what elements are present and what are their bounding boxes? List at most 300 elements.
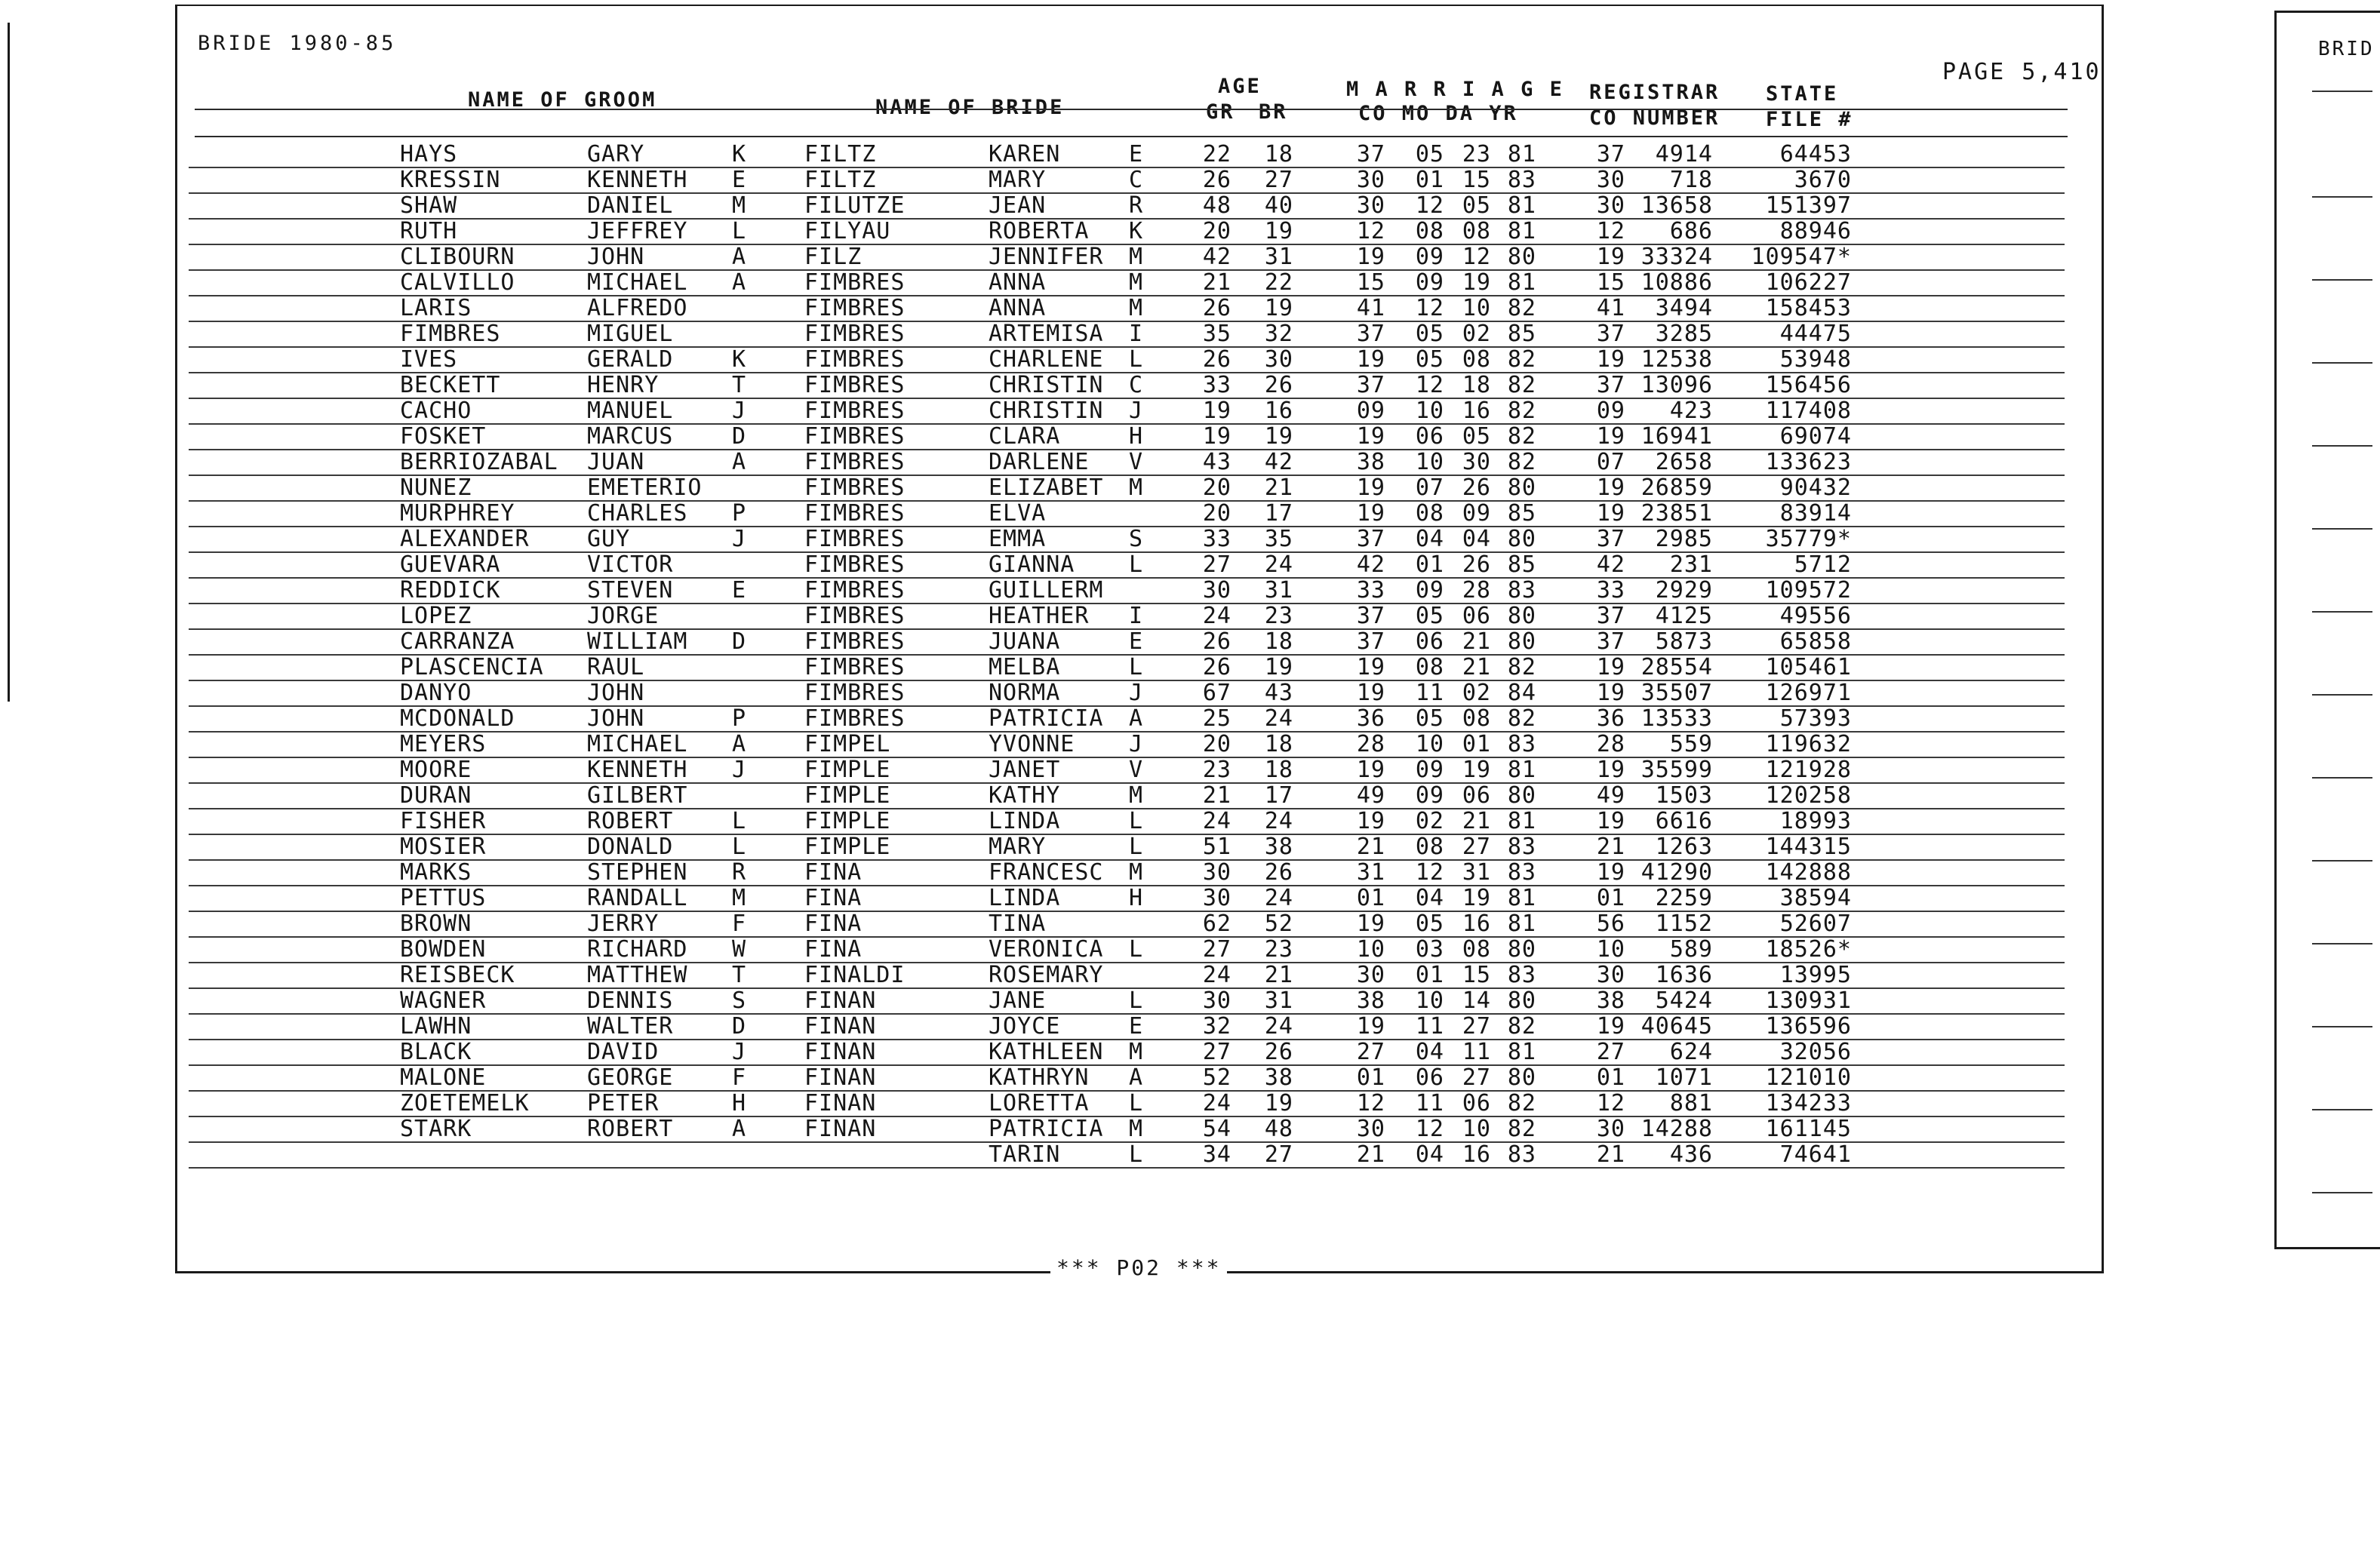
bride-first-name: EMMA [989, 526, 1047, 552]
marriage-month: 08 [1415, 654, 1444, 680]
registrar-county: 19 [1596, 346, 1625, 373]
next-page-rule [2312, 694, 2372, 696]
groom-middle-initial: D [732, 628, 747, 655]
registrar-county: 19 [1596, 244, 1625, 270]
registrar-number: 624 [1669, 1039, 1713, 1065]
bride-first-name: ANNA [989, 295, 1047, 321]
bride-age: 17 [1264, 782, 1293, 809]
registrar-county: 30 [1596, 167, 1625, 193]
state-file-number: 134233 [1765, 1090, 1852, 1116]
groom-first-name: RANDALL [587, 885, 688, 911]
state-file-number: 57393 [1779, 705, 1852, 732]
bride-middle-initial: E [1129, 1013, 1144, 1040]
next-page-rule [2312, 1026, 2372, 1027]
marriage-month: 06 [1415, 1064, 1444, 1091]
marriage-day: 30 [1462, 449, 1491, 475]
bride-first-name: GIANNA [989, 551, 1075, 578]
marriage-month: 02 [1415, 808, 1444, 834]
groom-last-name: BERRIOZABAL [400, 449, 558, 475]
bride-first-name: NORMA [989, 680, 1061, 706]
groom-age: 27 [1202, 551, 1232, 578]
groom-last-name: BOWDEN [400, 936, 487, 963]
marriage-county: 30 [1356, 167, 1385, 193]
bride-first-name: CLARA [989, 423, 1061, 450]
bride-last-name: FIMBRES [804, 269, 906, 296]
bride-last-name: FIMBRES [804, 577, 906, 604]
bride-middle-initial: L [1129, 1090, 1144, 1116]
marriage-county: 19 [1356, 423, 1385, 450]
marriage-year: 82 [1507, 449, 1536, 475]
registrar-number: 231 [1669, 551, 1713, 578]
table-row [0, 886, 2366, 911]
marriage-year: 82 [1507, 346, 1536, 373]
marriage-month: 05 [1415, 911, 1444, 937]
marriage-year: 80 [1507, 526, 1536, 552]
groom-last-name: DURAN [400, 782, 472, 809]
groom-first-name: EMETERIO [587, 475, 703, 501]
bride-first-name: FRANCESC [989, 859, 1104, 886]
bride-first-name: JEAN [989, 192, 1047, 219]
groom-first-name: DENNIS [587, 987, 674, 1014]
state-file-number: 133623 [1765, 449, 1852, 475]
marriage-year: 80 [1507, 628, 1536, 655]
registrar-number: 1263 [1655, 834, 1713, 860]
marriage-month: 04 [1415, 885, 1444, 911]
groom-age: 33 [1202, 526, 1232, 552]
marriage-year: 81 [1507, 218, 1536, 244]
marriage-month: 01 [1415, 167, 1444, 193]
groom-last-name: KRESSIN [400, 167, 501, 193]
bride-age: 19 [1264, 1090, 1293, 1116]
groom-middle-initial: A [732, 269, 747, 296]
marriage-year: 83 [1507, 962, 1536, 988]
bride-first-name: ROSEMARY [989, 962, 1104, 988]
registrar-county: 30 [1596, 962, 1625, 988]
marriage-year: 80 [1507, 475, 1536, 501]
bride-first-name: PATRICIA [989, 705, 1104, 732]
marriage-county: 19 [1356, 808, 1385, 834]
state-file-number: 151397 [1765, 192, 1852, 219]
groom-age: 27 [1202, 936, 1232, 963]
bride-last-name: FIMBRES [804, 680, 906, 706]
marriage-year: 82 [1507, 423, 1536, 450]
marriage-month: 11 [1415, 1090, 1444, 1116]
marriage-county: 38 [1356, 987, 1385, 1014]
marriage-day: 19 [1462, 269, 1491, 296]
marriage-county: 42 [1356, 551, 1385, 578]
marriage-county: 19 [1356, 680, 1385, 706]
marriage-month: 06 [1415, 423, 1444, 450]
marriage-month: 12 [1415, 192, 1444, 219]
groom-last-name: MALONE [400, 1064, 487, 1091]
registrar-county: 37 [1596, 372, 1625, 398]
registrar-number: 23851 [1640, 500, 1713, 527]
marriage-day: 28 [1462, 577, 1491, 604]
table-row [0, 783, 2366, 809]
table-row [0, 450, 2366, 475]
bride-middle-initial: C [1129, 167, 1144, 193]
marriage-day: 18 [1462, 372, 1491, 398]
bride-age: 24 [1264, 1013, 1293, 1040]
marriage-day: 08 [1462, 936, 1491, 963]
groom-age: 24 [1202, 962, 1232, 988]
bride-age: 18 [1264, 628, 1293, 655]
registrar-number: 1636 [1655, 962, 1713, 988]
registrar-number: 35507 [1640, 680, 1713, 706]
bride-last-name: FINA [804, 936, 863, 963]
bride-first-name: JOYCE [989, 1013, 1061, 1040]
groom-middle-initial: P [732, 705, 747, 732]
groom-age: 26 [1202, 167, 1232, 193]
groom-middle-initial: P [732, 500, 747, 527]
state-file-number: 109572 [1765, 577, 1852, 604]
state-file-number: 5712 [1794, 551, 1852, 578]
state-file-number: 142888 [1765, 859, 1852, 886]
bride-middle-initial: L [1129, 551, 1144, 578]
marriage-day: 05 [1462, 423, 1491, 450]
bride-first-name: KATHY [989, 782, 1061, 809]
table-row [0, 1142, 2366, 1168]
groom-first-name: STEPHEN [587, 859, 688, 886]
groom-age: 24 [1202, 1090, 1232, 1116]
groom-last-name: LARIS [400, 295, 472, 321]
table-row [0, 604, 2366, 629]
groom-first-name: GERALD [587, 346, 674, 373]
registrar-number: 4125 [1655, 603, 1713, 629]
bride-age: 19 [1264, 654, 1293, 680]
header-marriage-columns: CO MO DA YR [1358, 102, 1518, 125]
table-row [0, 475, 2366, 501]
groom-last-name: REDDICK [400, 577, 501, 604]
bride-middle-initial: H [1129, 885, 1144, 911]
groom-age: 24 [1202, 603, 1232, 629]
marriage-day: 08 [1462, 705, 1491, 732]
marriage-day: 09 [1462, 500, 1491, 527]
groom-last-name: BECKETT [400, 372, 501, 398]
bride-first-name: JENNIFER [989, 244, 1104, 270]
bride-age: 35 [1264, 526, 1293, 552]
bride-age: 24 [1264, 808, 1293, 834]
marriage-day: 16 [1462, 911, 1491, 937]
header-name-of-groom: NAME OF GROOM [468, 88, 657, 112]
marriage-day: 04 [1462, 526, 1491, 552]
bride-first-name: VERONICA [989, 936, 1104, 963]
bride-middle-initial: L [1129, 654, 1144, 680]
marriage-day: 26 [1462, 551, 1491, 578]
registrar-number: 423 [1669, 398, 1713, 424]
registrar-number: 881 [1669, 1090, 1713, 1116]
header-name-of-bride: NAME OF BRIDE [875, 96, 1065, 119]
marriage-county: 37 [1356, 372, 1385, 398]
marriage-county: 19 [1356, 757, 1385, 783]
groom-last-name: REISBECK [400, 962, 515, 988]
bride-middle-initial: K [1129, 218, 1144, 244]
groom-last-name: PETTUS [400, 885, 487, 911]
groom-middle-initial: E [732, 167, 747, 193]
marriage-day: 08 [1462, 346, 1491, 373]
marriage-year: 80 [1507, 1064, 1536, 1091]
registrar-county: 42 [1596, 551, 1625, 578]
marriage-day: 16 [1462, 398, 1491, 424]
marriage-year: 81 [1507, 141, 1536, 167]
marriage-county: 30 [1356, 192, 1385, 219]
marriage-year: 83 [1507, 859, 1536, 886]
groom-middle-initial: A [732, 1116, 747, 1142]
registrar-county: 19 [1596, 1013, 1625, 1040]
groom-first-name: STEVEN [587, 577, 674, 604]
marriage-year: 80 [1507, 782, 1536, 809]
marriage-year: 81 [1507, 192, 1536, 219]
marriage-month: 09 [1415, 269, 1444, 296]
next-page-rule [2312, 445, 2372, 447]
bride-age: 42 [1264, 449, 1293, 475]
state-file-number: 38594 [1779, 885, 1852, 911]
marriage-month: 05 [1415, 705, 1444, 732]
bride-last-name: FIMBRES [804, 628, 906, 655]
table-row [0, 270, 2366, 296]
groom-first-name: WALTER [587, 1013, 674, 1040]
groom-last-name: MOSIER [400, 834, 487, 860]
bride-first-name: ANNA [989, 269, 1047, 296]
groom-first-name: DANIEL [587, 192, 674, 219]
marriage-month: 12 [1415, 859, 1444, 886]
bride-first-name: HEATHER [989, 603, 1090, 629]
bride-last-name: FILTZ [804, 167, 877, 193]
registrar-number: 2259 [1655, 885, 1713, 911]
state-file-number: 49556 [1779, 603, 1852, 629]
bride-age: 48 [1264, 1116, 1293, 1142]
bride-age: 18 [1264, 731, 1293, 757]
header-marriage: M A R R I A G E [1346, 78, 1564, 101]
marriage-year: 82 [1507, 372, 1536, 398]
groom-first-name: ALFREDO [587, 295, 688, 321]
groom-first-name: JEFFREY [587, 218, 688, 244]
marriage-county: 37 [1356, 321, 1385, 347]
marriage-day: 26 [1462, 475, 1491, 501]
groom-age: 19 [1202, 423, 1232, 450]
groom-age: 26 [1202, 654, 1232, 680]
registrar-county: 12 [1596, 218, 1625, 244]
registrar-county: 15 [1596, 269, 1625, 296]
registrar-number: 13533 [1640, 705, 1713, 732]
marriage-month: 12 [1415, 295, 1444, 321]
registrar-county: 21 [1596, 1141, 1625, 1168]
marriage-year: 83 [1507, 167, 1536, 193]
groom-first-name: KENNETH [587, 167, 688, 193]
bride-last-name: FINA [804, 911, 863, 937]
groom-age: 20 [1202, 500, 1232, 527]
bride-age: 40 [1264, 192, 1293, 219]
groom-middle-initial: M [732, 885, 747, 911]
groom-first-name: GUY [587, 526, 631, 552]
state-file-number: 106227 [1765, 269, 1852, 296]
groom-middle-initial: K [732, 141, 747, 167]
groom-middle-initial: M [732, 192, 747, 219]
bride-last-name: FIMBRES [804, 475, 906, 501]
marriage-month: 09 [1415, 244, 1444, 270]
marriage-year: 82 [1507, 398, 1536, 424]
bride-last-name: FIMBRES [804, 346, 906, 373]
next-page-rule [2312, 1192, 2372, 1193]
marriage-year: 80 [1507, 244, 1536, 270]
registrar-number: 6616 [1655, 808, 1713, 834]
bride-age: 26 [1264, 859, 1293, 886]
marriage-day: 11 [1462, 1039, 1491, 1065]
table-row [0, 424, 2366, 450]
marriage-county: 27 [1356, 1039, 1385, 1065]
marriage-day: 05 [1462, 192, 1491, 219]
groom-last-name: BROWN [400, 911, 472, 937]
bride-last-name: FIMBRES [804, 705, 906, 732]
groom-age: 32 [1202, 1013, 1232, 1040]
bride-middle-initial: A [1129, 705, 1144, 732]
groom-last-name: FIMBRES [400, 321, 501, 347]
marriage-month: 12 [1415, 372, 1444, 398]
bride-middle-initial: J [1129, 398, 1144, 424]
bride-first-name: ELVA [989, 500, 1047, 527]
marriage-county: 10 [1356, 936, 1385, 963]
groom-middle-initial: J [732, 757, 747, 783]
marriage-year: 83 [1507, 577, 1536, 604]
next-page-header: BRID [2318, 38, 2375, 60]
groom-age: 54 [1202, 1116, 1232, 1142]
registrar-county: 36 [1596, 705, 1625, 732]
table-row [0, 552, 2366, 578]
groom-last-name: LAWHN [400, 1013, 472, 1040]
bride-first-name: ARTEMISA [989, 321, 1104, 347]
registrar-county: 10 [1596, 936, 1625, 963]
bride-middle-initial: M [1129, 1116, 1144, 1142]
state-file-number: 32056 [1779, 1039, 1852, 1065]
header-age-groom: GR [1206, 100, 1235, 124]
header-registrar-columns: CO NUMBER [1589, 106, 1720, 130]
next-page-rule [2312, 528, 2372, 530]
groom-age: 21 [1202, 782, 1232, 809]
table-row [0, 578, 2366, 604]
marriage-county: 33 [1356, 577, 1385, 604]
state-file-number: 121928 [1765, 757, 1852, 783]
groom-first-name: JOHN [587, 244, 645, 270]
table-row [0, 655, 2366, 680]
marriage-county: 37 [1356, 141, 1385, 167]
bride-first-name: MARY [989, 167, 1047, 193]
table-row [0, 1116, 2366, 1142]
marriage-county: 12 [1356, 218, 1385, 244]
bride-age: 23 [1264, 936, 1293, 963]
groom-age: 52 [1202, 1064, 1232, 1091]
groom-middle-initial: T [732, 962, 747, 988]
groom-middle-initial: D [732, 1013, 747, 1040]
bride-last-name: FINAN [804, 1013, 877, 1040]
marriage-county: 09 [1356, 398, 1385, 424]
groom-age: 30 [1202, 577, 1232, 604]
marriage-month: 07 [1415, 475, 1444, 501]
groom-last-name: CALVILLO [400, 269, 515, 296]
groom-first-name: KENNETH [587, 757, 688, 783]
table-row [0, 732, 2366, 757]
marriage-year: 81 [1507, 885, 1536, 911]
bride-middle-initial: L [1129, 808, 1144, 834]
groom-age: 26 [1202, 346, 1232, 373]
bride-age: 19 [1264, 218, 1293, 244]
bride-last-name: FILYAU [804, 218, 891, 244]
registrar-county: 19 [1596, 475, 1625, 501]
state-file-number: 74641 [1779, 1141, 1852, 1168]
groom-last-name: LOPEZ [400, 603, 472, 629]
marriage-month: 10 [1415, 398, 1444, 424]
groom-middle-initial: K [732, 346, 747, 373]
registrar-county: 01 [1596, 885, 1625, 911]
state-file-number: 18526* [1765, 936, 1852, 963]
bride-last-name: FILTZ [804, 141, 877, 167]
state-file-number: 88946 [1779, 218, 1852, 244]
groom-age: 20 [1202, 731, 1232, 757]
state-file-number: 109547* [1751, 244, 1852, 270]
groom-last-name: GUEVARA [400, 551, 501, 578]
marriage-year: 85 [1507, 321, 1536, 347]
table-row [0, 1091, 2366, 1116]
marriage-county: 38 [1356, 449, 1385, 475]
groom-last-name: MEYERS [400, 731, 487, 757]
marriage-county: 19 [1356, 911, 1385, 937]
registrar-number: 436 [1669, 1141, 1713, 1168]
header-age-bride: BR [1259, 100, 1288, 124]
state-file-number: 53948 [1779, 346, 1852, 373]
table-row [0, 373, 2366, 398]
marriage-day: 23 [1462, 141, 1491, 167]
marriage-month: 05 [1415, 603, 1444, 629]
bride-middle-initial: M [1129, 475, 1144, 501]
header-state: STATE [1766, 82, 1839, 106]
registrar-number: 686 [1669, 218, 1713, 244]
marriage-day: 06 [1462, 603, 1491, 629]
marriage-day: 06 [1462, 1090, 1491, 1116]
bride-last-name: FIMPEL [804, 731, 891, 757]
groom-middle-initial: W [732, 936, 747, 963]
groom-age: 24 [1202, 808, 1232, 834]
groom-first-name: GEORGE [587, 1064, 674, 1091]
registrar-number: 718 [1669, 167, 1713, 193]
state-file-number: 120258 [1765, 782, 1852, 809]
marriage-month: 04 [1415, 1141, 1444, 1168]
groom-last-name: DANYO [400, 680, 472, 706]
marriage-month: 05 [1415, 346, 1444, 373]
marriage-month: 03 [1415, 936, 1444, 963]
bride-middle-initial: H [1129, 423, 1144, 450]
marriage-day: 15 [1462, 962, 1491, 988]
marriage-year: 82 [1507, 295, 1536, 321]
groom-age: 30 [1202, 885, 1232, 911]
groom-last-name: MCDONALD [400, 705, 515, 732]
bride-last-name: FILUTZE [804, 192, 906, 219]
marriage-year: 80 [1507, 987, 1536, 1014]
registrar-county: 12 [1596, 1090, 1625, 1116]
bride-age: 24 [1264, 551, 1293, 578]
registrar-county: 19 [1596, 859, 1625, 886]
table-row [0, 706, 2366, 732]
bride-age: 22 [1264, 269, 1293, 296]
registrar-number: 589 [1669, 936, 1713, 963]
table-row [0, 167, 2366, 193]
groom-age: 67 [1202, 680, 1232, 706]
next-page-rule [2312, 860, 2372, 862]
bride-age: 23 [1264, 603, 1293, 629]
bride-age: 31 [1264, 577, 1293, 604]
marriage-month: 10 [1415, 731, 1444, 757]
registrar-county: 28 [1596, 731, 1625, 757]
groom-last-name: BLACK [400, 1039, 472, 1065]
groom-age: 20 [1202, 218, 1232, 244]
